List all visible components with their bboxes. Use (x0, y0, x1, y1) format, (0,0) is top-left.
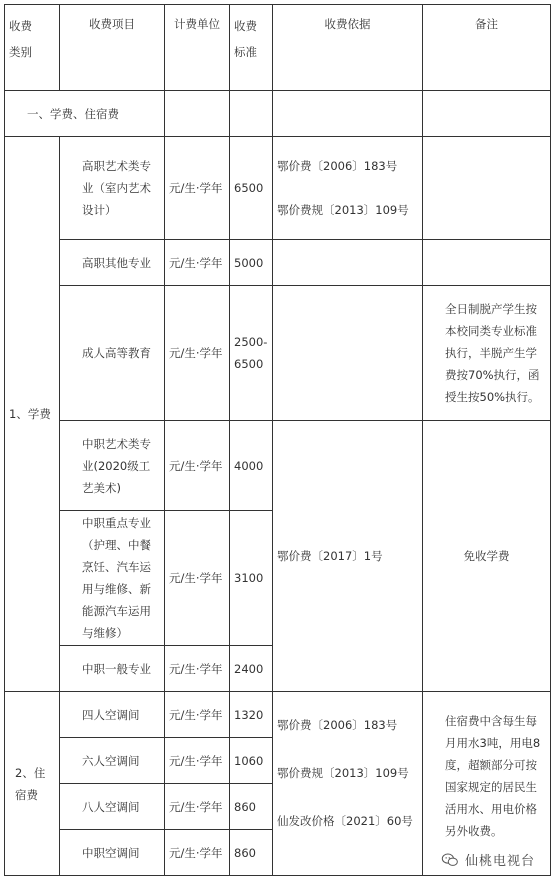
section-row (5, 91, 551, 137)
tuition-standard: 5000 (230, 240, 273, 286)
dorm-category: 2、住宿费 (5, 692, 60, 876)
tuition-unit: 元/生·学年 (165, 240, 230, 286)
header-item: 收费项目 (60, 5, 165, 91)
dorm-remark: 住宿费中含每生每月用水3吨，用电8度，超额部分可按国家规定的居民生活用水、用电价格另外收费。 (423, 692, 551, 876)
tuition-standard: 4000 (230, 421, 273, 511)
table-row (5, 692, 551, 738)
tuition-item: 高职其他专业 (60, 240, 165, 286)
tuition-basis-higher (273, 137, 423, 240)
tuition-unit: 元/生·学年 (165, 646, 230, 692)
tuition-item: 成人高等教育 (60, 286, 165, 421)
header-row (5, 5, 551, 91)
tuition-standard: 2400 (230, 646, 273, 692)
header-remark: 备注 (423, 5, 551, 91)
tuition-unit: 元/生·学年 (165, 421, 230, 511)
basis-line: 鄂价费规〔2013〕109号 (277, 203, 409, 217)
tuition-unit: 元/生·学年 (165, 286, 230, 421)
basis-line: 鄂价费〔2006〕183号 (277, 718, 398, 732)
tuition-remark-adult: 全日制脱产学生按本校同类专业标准执行，半脱产生学费按70%执行，函授生按50%执行。 (423, 286, 551, 421)
fee-table (4, 4, 551, 876)
basis-line: 鄂价费〔2006〕183号 (277, 159, 398, 173)
basis-line: 鄂价费规〔2013〕109号 (277, 766, 409, 780)
header-category: 收费 类别 (5, 5, 60, 91)
header-basis: 收费依据 (273, 5, 423, 91)
section-empty-remark (423, 91, 551, 137)
dorm-standard: 1320 (230, 692, 273, 738)
wechat-icon (441, 853, 459, 867)
dorm-standard: 860 (230, 830, 273, 876)
tuition-item: 中职重点专业（护理、中餐烹饪、汽车运用与维修、新能源汽车运用与维修） (60, 511, 165, 646)
dorm-item: 中职空调间 (60, 830, 165, 876)
watermark-text: 仙桃电视台 (464, 854, 535, 869)
table-row (5, 240, 551, 286)
tuition-item: 中职艺术类专业(2020级工艺美术) (60, 421, 165, 511)
dorm-basis (273, 692, 423, 876)
section-empty-basis (273, 91, 423, 137)
section-title: 一、学费、住宿费 (5, 91, 165, 137)
dorm-unit: 元/生·学年 (165, 784, 230, 830)
tuition-remark-secondary: 免收学费 (423, 421, 551, 692)
dorm-unit: 元/生·学年 (165, 692, 230, 738)
basis-empty (273, 286, 423, 421)
watermark (437, 848, 539, 871)
section-empty-standard (230, 91, 273, 137)
table-row (5, 286, 551, 421)
tuition-basis-secondary: 鄂价费〔2017〕1号 (273, 421, 423, 692)
dorm-unit: 元/生·学年 (165, 738, 230, 784)
basis-line: 仙发改价格〔2021〕60号 (277, 814, 413, 828)
dorm-item: 六人空调间 (60, 738, 165, 784)
remark-empty (423, 137, 551, 240)
tuition-item: 高职艺术类专业（室内艺术设计） (60, 137, 165, 240)
tuition-item: 中职一般专业 (60, 646, 165, 692)
dorm-item: 八人空调间 (60, 784, 165, 830)
tuition-unit: 元/生·学年 (165, 511, 230, 646)
tuition-standard: 3100 (230, 511, 273, 646)
table-row (5, 421, 551, 511)
dorm-item: 四人空调间 (60, 692, 165, 738)
header-standard: 收费 标准 (230, 5, 273, 91)
dorm-standard: 1060 (230, 738, 273, 784)
dorm-unit: 元/生·学年 (165, 830, 230, 876)
header-unit: 计费单位 (165, 5, 230, 91)
section-empty-unit (165, 91, 230, 137)
tuition-category: 1、学费 (5, 137, 60, 692)
tuition-standard: 2500-6500 (230, 286, 273, 421)
basis-empty (273, 240, 423, 286)
table-row (5, 137, 551, 240)
remark-empty (423, 240, 551, 286)
tuition-standard: 6500 (230, 137, 273, 240)
dorm-standard: 860 (230, 784, 273, 830)
tuition-unit: 元/生·学年 (165, 137, 230, 240)
